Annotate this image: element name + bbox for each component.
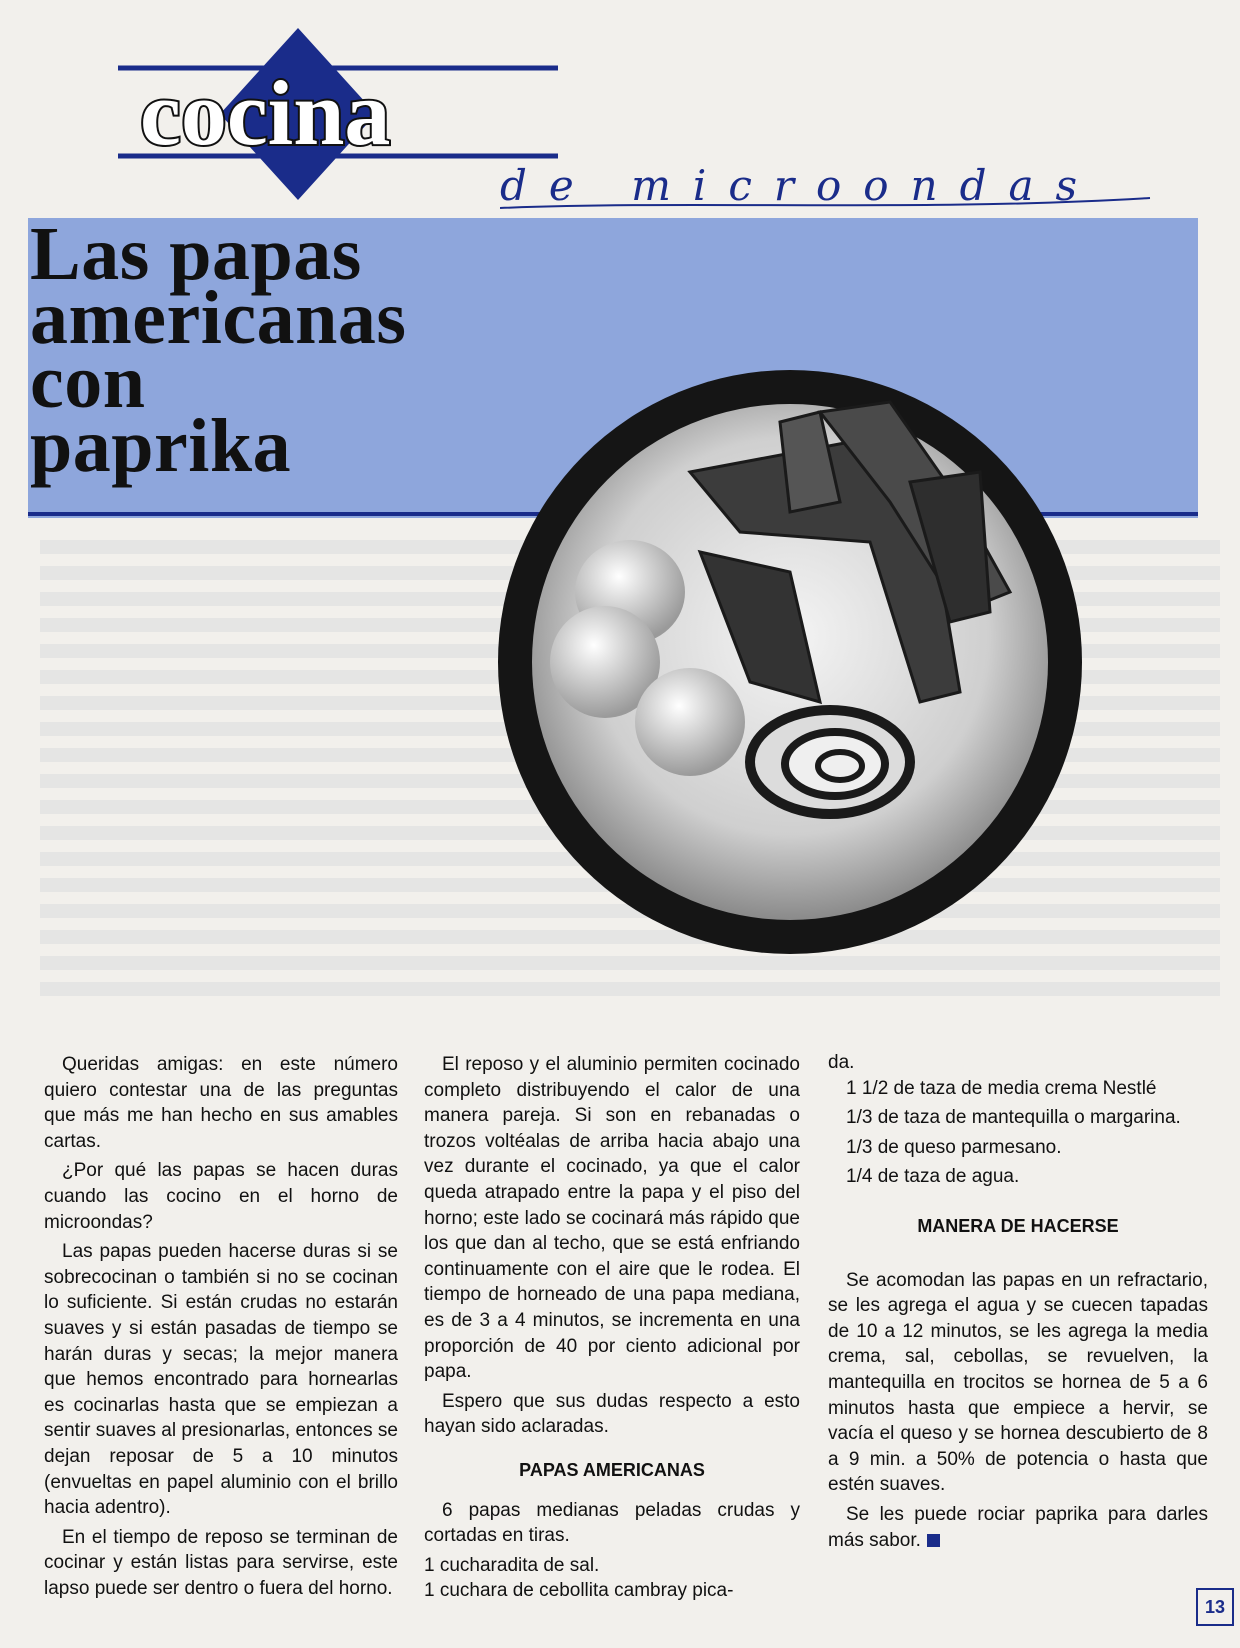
- paragraph: ¿Por qué las papas se hacen duras cuando las cocino en el horno de microondas?: [44, 1160, 398, 1233]
- title-line-1: Las papas: [30, 212, 362, 296]
- ingredient-item: 1 cucharadita de sal.: [424, 1554, 600, 1576]
- paragraph: Queridas amigas: en este número quiero contestar una de las preguntas que más me han hecho en sus amables cartas.: [44, 1054, 398, 1152]
- method-step: Se acomodan las papas en un refractario, se les agrega el agua y se cuecen tapadas de 10 a 12 minutos, se les agrega la media crema, sal, cebollas, se revuelven, la mantequilla en trocitos se hornea de 5 a 6 minutos hasta que empiece a hervir, se vacía el queso y se hornea descubierto de 8 a 9 min. a 50% de potencia o hasta que estén suaves.: [828, 1269, 1208, 1496]
- section-subtitle: [500, 160, 1240, 240]
- end-of-article-mark: [927, 1534, 940, 1547]
- method-closing: [828, 1502, 1208, 1553]
- ingredient-item: 6 papas medianas peladas crudas y cortadas en tiras.: [424, 1499, 800, 1547]
- ingredient-item: 1/3 de taza de mantequilla o margarina.: [846, 1107, 1181, 1129]
- ingredient-item: 1 1/2 de taza de media crema Nestlé: [846, 1077, 1157, 1099]
- onion-rings: [750, 710, 910, 814]
- ingredient-item: 1 cuchara de cebollita cambray pica-: [424, 1580, 734, 1602]
- paragraph: Las papas pueden hacerse duras si se sobrecocinan o también si no se cocinan lo suficiente. Si están crudas no estarán suaves y si están pasadas de tiempo se harán duras y secas; la mejor manera que hemos encontrado para hornearlas es cocinarlas hasta que se empiezan a sentir suaves al presionarlas, entonces se dejan reposar de 5 a 10 minutos (envueltas en papel aluminio con el brillo hacia adentro).: [44, 1241, 398, 1519]
- page-number: 13: [1196, 1588, 1234, 1626]
- title-line-2: americanas: [30, 276, 407, 360]
- recipe-heading: PAPAS AMERICANAS: [519, 1459, 705, 1480]
- section-logo-text: cocina: [140, 62, 391, 164]
- article-column-3: [828, 1050, 1208, 1557]
- title-line-4: paprika: [30, 404, 292, 488]
- article-column-2: [424, 1052, 800, 1604]
- food-photo: [490, 362, 1090, 962]
- title-line-3: con: [30, 340, 146, 424]
- article-title: [30, 212, 407, 488]
- article-column-1: [44, 1052, 398, 1605]
- method-closing-text: Se les puede rociar paprika para darles más sabor.: [828, 1503, 1208, 1551]
- paragraph: El reposo y el aluminio permiten cocinado completo distribuyendo el calor de una manera pareja. Si son en rebanadas o trozos voltéalas de arriba hacia abajo una vez durante el cocinado, ya que el calor queda atrapado entre la papa y el piso del horno; este lado se cocinará más rápido que los que dan al techo, que se está enfriando continuamente con el aire que le rodea. El tiempo de horneado de una papa mediana, es de 3 a 4 minutos, se incrementa en una proporción de 40 por ciento adicional por papa.: [424, 1054, 800, 1383]
- paragraph: Espero que sus dudas respecto a esto hayan sido aclaradas.: [424, 1390, 800, 1438]
- ingredient-item: 1/3 de queso parmesano.: [846, 1136, 1062, 1158]
- ingredient-item: 1/4 de taza de agua.: [846, 1166, 1020, 1188]
- paragraph: En el tiempo de reposo se terminan de cocinar y están listas para servirse, este lapso puede ser dentro o fuera del horno.: [44, 1526, 398, 1599]
- ingredient-item: da.: [828, 1052, 855, 1073]
- method-heading: MANERA DE HACERSE: [917, 1215, 1119, 1236]
- section-subtitle-text: de microondas: [500, 161, 1100, 210]
